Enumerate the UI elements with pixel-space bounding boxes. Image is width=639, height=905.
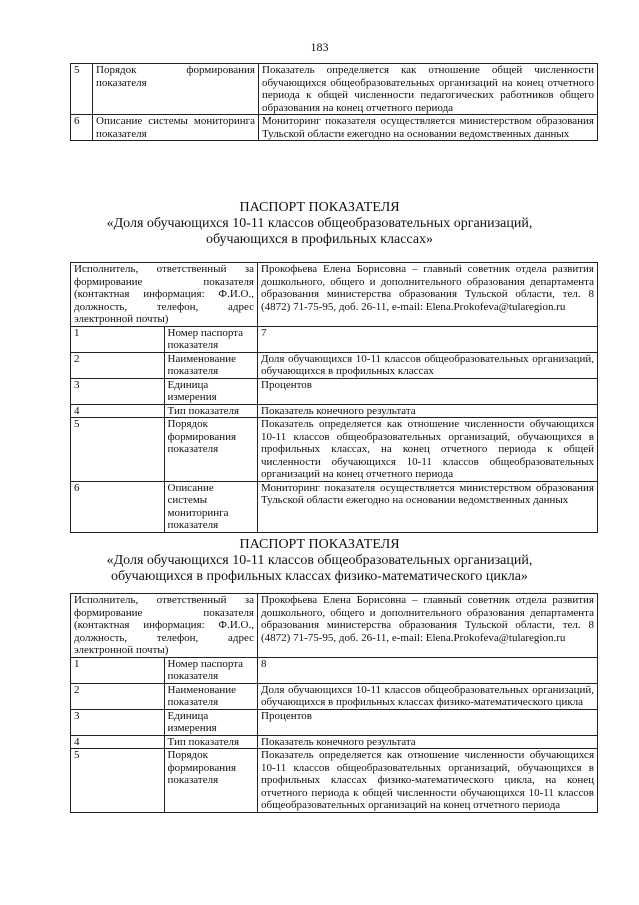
- passport-heading: ПАСПОРТ ПОКАЗАТЕЛЯ: [239, 200, 400, 215]
- table-row: [71, 657, 598, 683]
- row-number: 2: [71, 683, 165, 709]
- table-row: [71, 749, 598, 813]
- row-label: Описание системы мониторинга показателя: [93, 115, 259, 141]
- executor-label: Исполнитель, ответственный за формирование показателя (контактная информация: Ф.И.О., должность, телефон, адрес электронной почты): [71, 594, 258, 658]
- row-number: 3: [71, 709, 165, 735]
- row-label: Порядок формирования показателя: [93, 64, 259, 115]
- row-number: 1: [71, 326, 165, 352]
- row-value: Мониторинг показателя осуществляется министерством образования Тульской области ежегодно на основании ведомственных данных: [258, 481, 598, 532]
- passport-heading: ПАСПОРТ ПОКАЗАТЕЛЯ: [239, 537, 400, 552]
- table-row: [71, 115, 598, 141]
- passport-subtitle-line1: «Доля обучающихся 10-11 классов общеобразовательных организаций,: [106, 553, 533, 568]
- row-value: Процентов: [258, 709, 598, 735]
- page-number: 183: [310, 40, 329, 54]
- row-number: 3: [71, 378, 165, 404]
- row-number: 4: [71, 735, 165, 749]
- row-label: Единица измерения: [164, 378, 258, 404]
- row-number: 5: [71, 749, 165, 813]
- passport-subtitle-line2: обучающихся в профильных классах»: [205, 232, 434, 247]
- row-value: 8: [258, 657, 598, 683]
- table-row: [71, 352, 598, 378]
- row-label: Наименование показателя: [164, 683, 258, 709]
- passport-2-table: [70, 593, 598, 813]
- row-number: 6: [71, 481, 165, 532]
- row-label: Наименование показателя: [164, 352, 258, 378]
- row-label: Единица измерения: [164, 709, 258, 735]
- executor-label: Исполнитель, ответственный за формирование показателя (контактная информация: Ф.И.О., должность, телефон, адрес электронной почты): [71, 263, 258, 327]
- row-value: Показатель определяется как отношение численности обучающихся 10-11 классов общеобразовательных организаций, обучающихся в профильных классах, на конец отчетного периода к общей численности обучающихся 10-11 классов общеобразовательных организаций на конец отчетного периода: [258, 418, 598, 482]
- table-row: [71, 683, 598, 709]
- row-value: Процентов: [258, 378, 598, 404]
- table-row: [71, 326, 598, 352]
- row-number: 6: [71, 115, 93, 141]
- passport-subtitle-line2: обучающихся в профильных классах физико-математического цикла»: [111, 569, 528, 584]
- row-label: Тип показателя: [164, 735, 258, 749]
- continuation-table: [70, 63, 598, 141]
- row-number: 4: [71, 404, 165, 418]
- executor-value: Прокофьева Елена Борисовна – главный советник отдела развития дошкольного, общего и дополнительного образования департамента образования министерства образования Тульской области, тел. 8 (4872) 71-75-95, доб. 26-11, e-mail: Elena.Prokofeva@tularegion.ru: [258, 263, 598, 327]
- passport-1-table: [70, 262, 598, 533]
- row-value: Показатель конечного результата: [258, 735, 598, 749]
- table-row: [71, 735, 598, 749]
- row-number: 2: [71, 352, 165, 378]
- table-row: [71, 709, 598, 735]
- row-label: Номер паспорта показателя: [164, 657, 258, 683]
- row-label: Номер паспорта показателя: [164, 326, 258, 352]
- row-number: 5: [71, 418, 165, 482]
- table-row: [71, 418, 598, 482]
- table-row: [71, 481, 598, 532]
- row-value: 7: [258, 326, 598, 352]
- row-label: Порядок формирования показателя: [164, 418, 258, 482]
- row-label: Порядок формирования показателя: [164, 749, 258, 813]
- row-value: Мониторинг показателя осуществляется министерством образования Тульской области ежегодно на основании ведомственных данных: [259, 115, 598, 141]
- executor-row: [71, 594, 598, 658]
- table-row: [71, 404, 598, 418]
- table-row: [71, 378, 598, 404]
- row-label: Описание системы мониторинга показателя: [164, 481, 258, 532]
- executor-value: Прокофьева Елена Борисовна – главный советник отдела развития дошкольного, общего и дополнительного образования департамента образования министерства образования Тульской области, тел. 8 (4872) 71-75-95, доб. 26-11, e-mail: Elena.Prokofeva@tularegion.ru: [258, 594, 598, 658]
- row-value: Показатель конечного результата: [258, 404, 598, 418]
- row-number: 5: [71, 64, 93, 115]
- table-row: [71, 64, 598, 115]
- passport-1-title: [0, 200, 639, 248]
- row-value: Показатель определяется как отношение численности обучающихся 10-11 классов общеобразовательных организаций, обучающихся в профильных классах физико-математического цикла, на конец отчетного периода к общей численности обучающихся 10-11 классов общеобразовательных организаций на конец отчетного периода: [258, 749, 598, 813]
- executor-row: [71, 263, 598, 327]
- row-label: Тип показателя: [164, 404, 258, 418]
- row-value: Доля обучающихся 10-11 классов общеобразовательных организаций, обучающихся в профильных классах физико-математического цикла: [258, 683, 598, 709]
- passport-subtitle-line1: «Доля обучающихся 10-11 классов общеобразовательных организаций,: [106, 216, 533, 231]
- row-value: Показатель определяется как отношение общей численности обучающихся общеобразовательных организаций на конец отчетного периода к общей численности педагогических работников общего образования на конец отчетного периода: [259, 64, 598, 115]
- row-number: 1: [71, 657, 165, 683]
- row-value: Доля обучающихся 10-11 классов общеобразовательных организаций, обучающихся в профильных классах: [258, 352, 598, 378]
- passport-2-title: [0, 537, 639, 585]
